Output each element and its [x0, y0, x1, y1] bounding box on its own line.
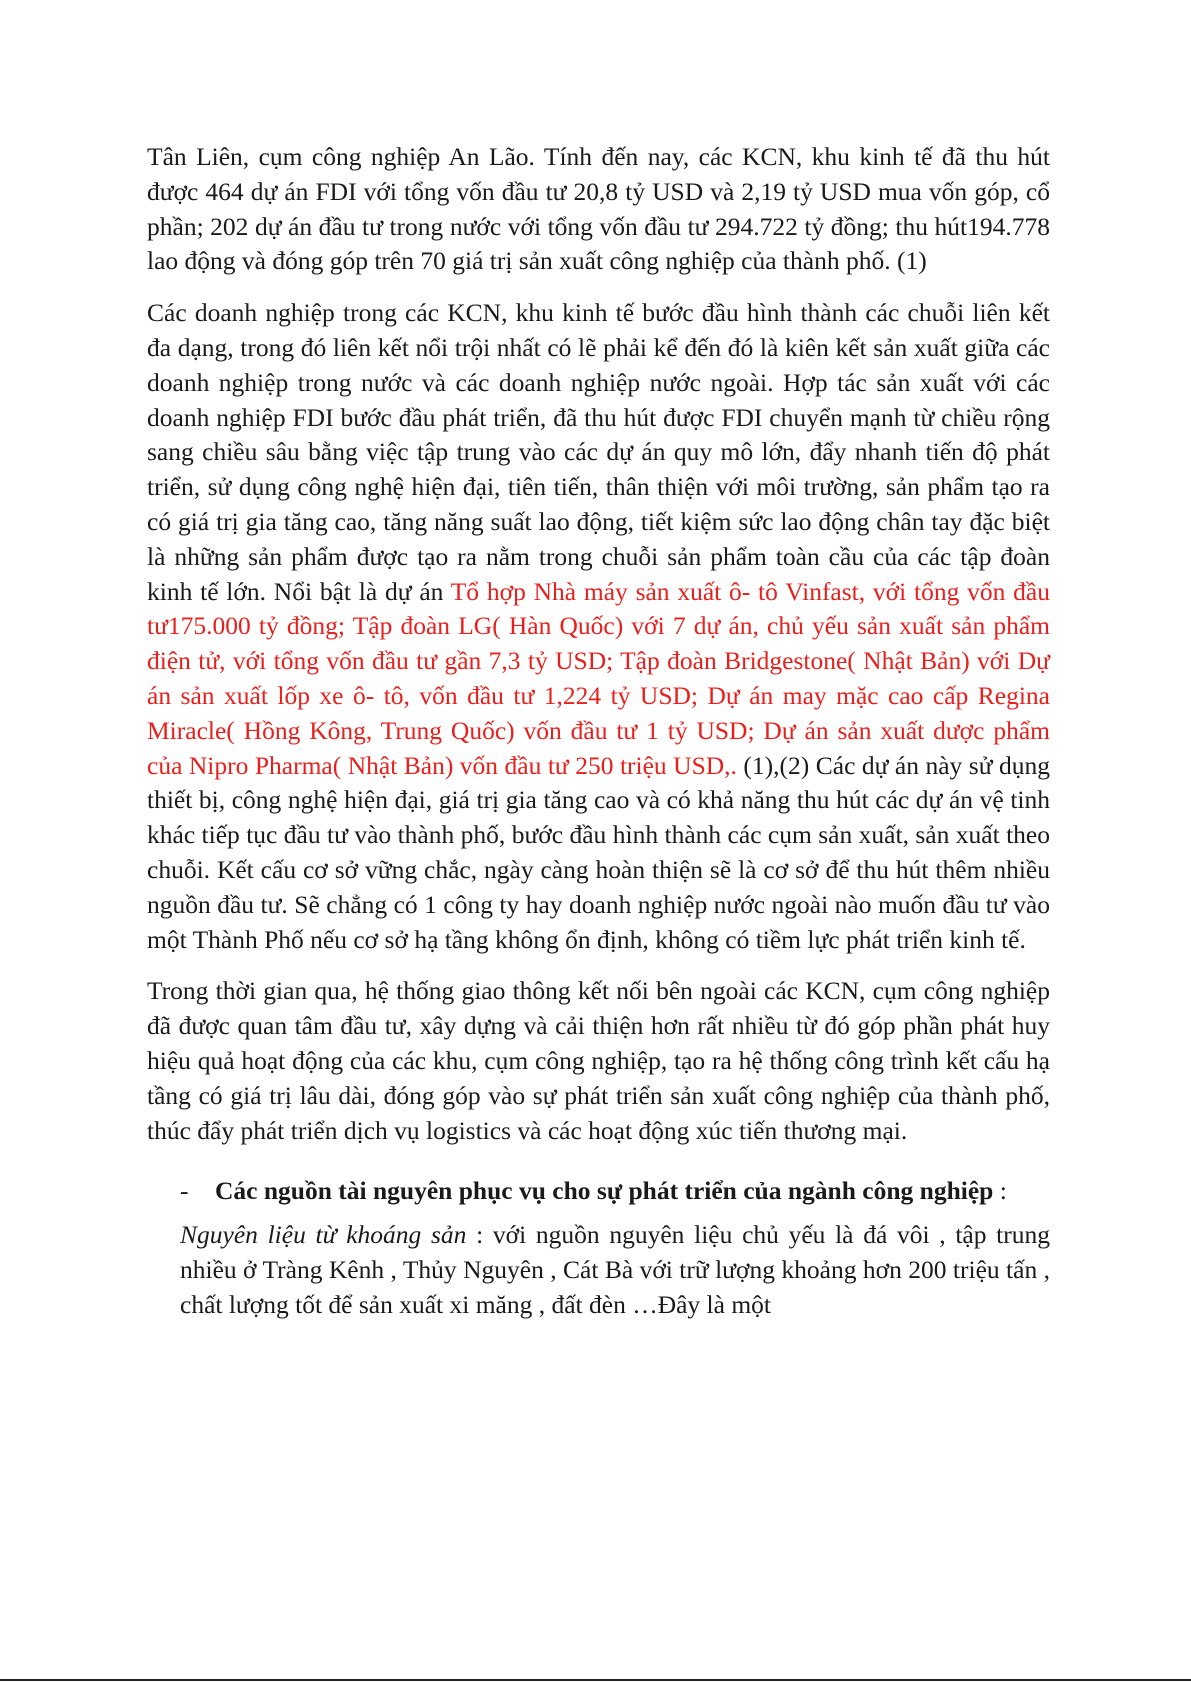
- sub-heading-italic: Nguyên liệu từ khoáng sản: [180, 1220, 467, 1250]
- paragraph-industrial-zones-summary: [147, 140, 1050, 279]
- page-bottom-divider: [0, 1679, 1191, 1681]
- bullet-suffix: :: [993, 1176, 1007, 1206]
- paragraph-transport-infrastructure: [147, 974, 1050, 1148]
- bullet-heading: Các nguồn tài nguyên phục vụ cho sự phát triển của ngành công nghiệp: [215, 1176, 994, 1206]
- bullet-dash: -: [180, 1176, 189, 1206]
- paragraph-text: Trong thời gian qua, hệ thống giao thông kết nối bên ngoài các KCN, cụm công nghiệp đã được quan tâm đầu tư, xây dựng và cải thiện hơn rất nhiều từ đó góp phần phát huy hiệu quả hoạt động của các khu, cụm công nghiệp, tạo ra hệ thống công trình kết cấu hạ tầng có giá trị lâu dài, đóng góp vào sự phát triển sản xuất công nghiệp của thành phố, thúc đẩy phát triển dịch vụ logistics và các hoạt động xúc tiến thương mại.: [147, 976, 1050, 1145]
- paragraph-text-continued: (1),(2) Các dự án này sử dụng thiết bị, công nghệ hiện đại, giá trị gia tăng cao và có khả năng thu hút các dự án vệ tinh khác tiếp tục đầu tư vào thành phố, bước đầu hình thành các cụm sản xuất, sản xuất theo chuỗi. Kết cấu cơ sở vững chắc, ngày càng hoàn thiện sẽ là cơ sở để thu hút thêm nhiều nguồn đầu tư. Sẽ chẳng có 1 công ty hay doanh nghiệp nước ngoài nào muốn đầu tư vào một Thành Phố nếu cơ sở hạ tầng không ổn định, không có tiềm lực phát triển kinh tế.: [147, 750, 1050, 954]
- highlighted-projects-text: Tổ hợp Nhà máy sản xuất ô- tô Vinfast, với tổng vốn đầu tư175.000 tỷ đồng; Tập đoàn LG( Hàn Quốc) với 7 dự án, chủ yếu sản xuất sản phẩm điện tử, với tổng vốn đầu tư gần 7,3 tỷ USD; Tập đoàn Bridgestone( Nhật Bản) với Dự án sản xuất lốp xe ô- tô, vốn đầu tư 1,224 tỷ USD; Dự án may mặc cao cấp Regina Miracle( Hồng Kông, Trung Quốc) vốn đầu tư 1 tỷ USD; Dự án sản xuất dược phẩm của Nipro Pharma( Nhật Bản) vốn đầu tư 250 triệu USD,.: [147, 576, 1051, 780]
- document-page: [147, 140, 1050, 1323]
- paragraph-fdi-linkages: [147, 296, 1050, 957]
- paragraph-text: Tân Liên, cụm công nghiệp An Lão. Tính đến nay, các KCN, khu kinh tế đã thu hút được 464 dự án FDI với tổng vốn đầu tư 20,8 tỷ USD và 2,19 tỷ USD mua vốn góp, cổ phần; 202 dự án đầu tư trong nước với tổng vốn đầu tư 294.722 tỷ đồng; thu hút194.778 lao động và đóng góp trên 70 giá trị sản xuất công nghiệp của thành phố. (1): [147, 142, 1050, 276]
- paragraph-text: Các doanh nghiệp trong các KCN, khu kinh tế bước đầu hình thành các chuỗi liên kết đa dạng, trong đó liên kết nổi trội nhất có lẽ phải kể đến đó là kiên kết sản xuất giữa các doanh nghiệp trong nước và các doanh nghiệp nước ngoài. Hợp tác sản xuất với các doanh nghiệp FDI bước đầu phát triển, đã thu hút được FDI chuyển mạnh từ chiều rộng sang chiều sâu bằng việc tập trung vào các dự án quy mô lớn, đẩy nhanh tiến độ phát triển, sử dụng công nghệ hiện đại, tiên tiến, thân thiện với môi trường, sản phẩm tạo ra có giá trị gia tăng cao, tăng năng suất lao động, tiết kiệm sức lao động chân tay đặc biệt là những sản phẩm được tạo ra nằm trong chuỗi sản phẩm toàn cầu của các tập đoàn kinh tế lớn. Nổi bật là dự án: [147, 298, 1050, 606]
- paragraph-text: : với nguồn nguyên liệu chủ yếu là đá vôi , tập trung nhiều ở Tràng Kênh , Thủy Nguyên , Cát Bà với trữ lượng khoảng hơn 200 triệu tấn , chất lượng tốt để sản xuất xi măng , đất đèn …Đây là một: [180, 1220, 1050, 1319]
- bullet-item-resources: [147, 1174, 1050, 1209]
- paragraph-mineral-resources: [180, 1218, 1050, 1322]
